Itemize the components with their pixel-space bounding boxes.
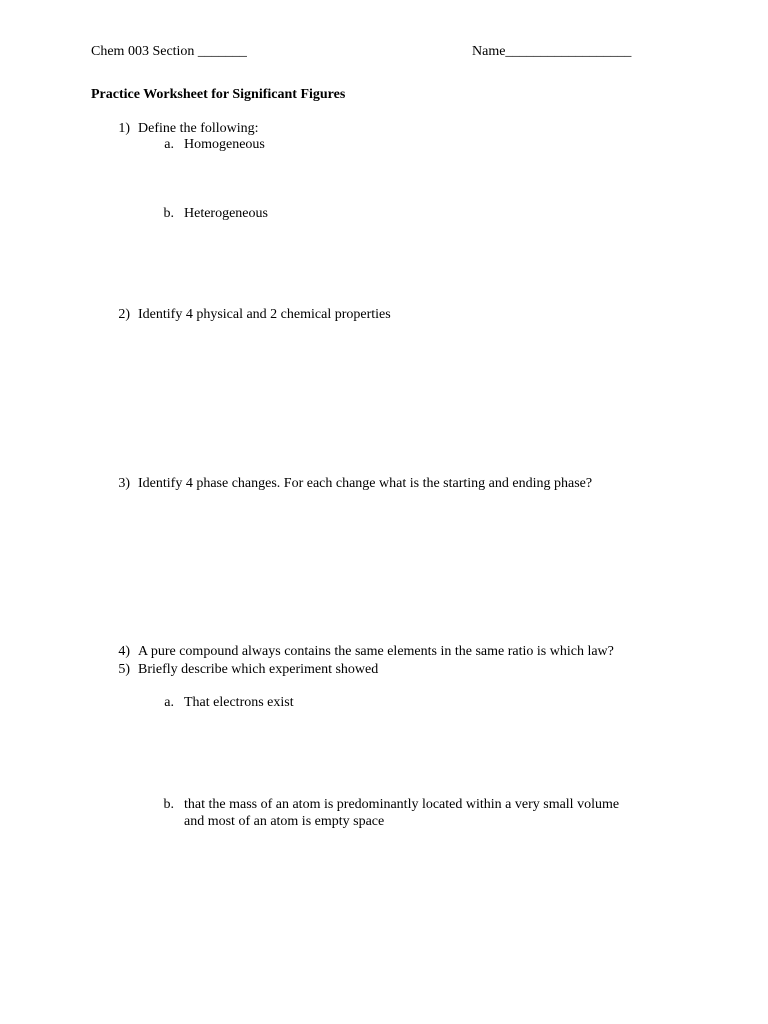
question-text: Briefly describe which experiment showed [138,662,379,677]
subitem-text: Homogeneous [184,137,265,152]
course-section-line: Chem 003 Section _______ [91,44,247,59]
question-text: A pure compound always contains the same elements in the same ratio is which law? [138,644,614,659]
subitem-letter: b. [163,206,174,221]
question-number: 2) [118,307,130,322]
subitem-text-line-2: and most of an atom is empty space [184,814,385,829]
subitem-text-line-1: that the mass of an atom is predominantly located within a very small volume [184,797,620,812]
question-number: 5) [118,662,130,677]
worksheet-title: Practice Worksheet for Significant Figures [91,87,346,102]
question-text: Define the following: [138,121,259,136]
subitem-letter: b. [163,797,174,812]
subitem-letter: a. [164,695,174,710]
question-number: 4) [118,644,130,659]
question-number: 1) [118,121,130,136]
subitem-text: Heterogeneous [184,206,268,221]
student-name-line: Name__________________ [472,44,632,59]
question-text: Identify 4 physical and 2 chemical properties [138,307,391,322]
question-number: 3) [118,476,130,491]
subitem-letter: a. [164,137,174,152]
question-text: Identify 4 phase changes. For each change what is the starting and ending phase? [138,476,593,491]
subitem-text: That electrons exist [184,695,294,710]
